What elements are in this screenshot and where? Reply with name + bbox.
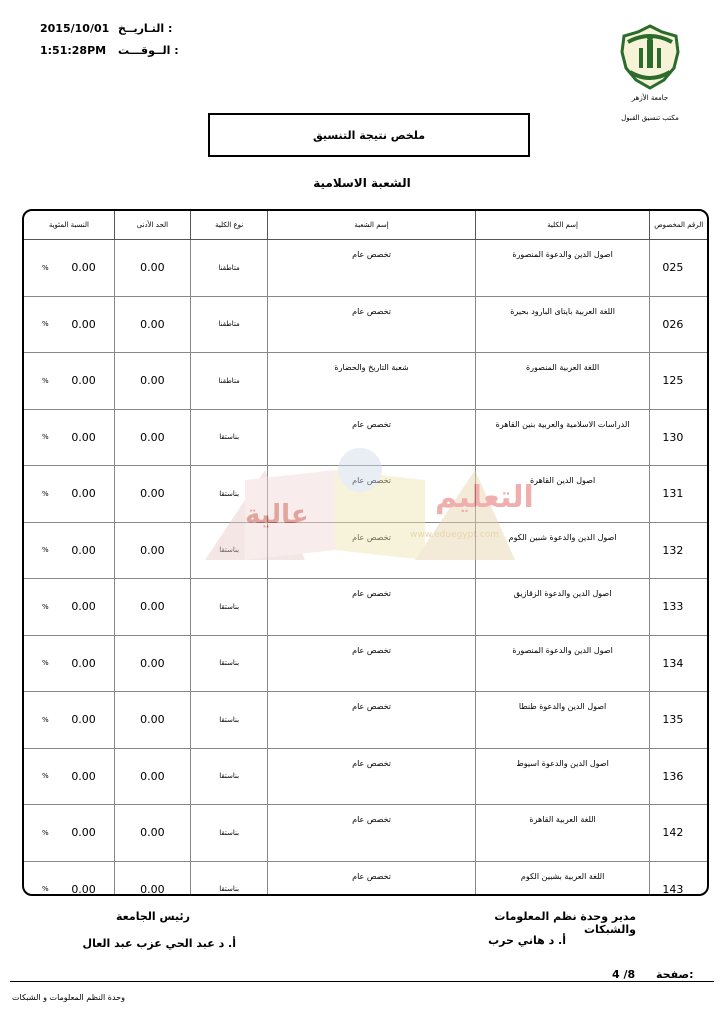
row-faculty-type: متاطقنا <box>191 240 268 297</box>
row-percentage-value: 0.00 <box>71 374 96 388</box>
row-code: 134 <box>650 635 707 692</box>
percent-sign: % <box>42 659 49 668</box>
percent-sign: % <box>42 885 49 894</box>
date-value: 2015/10/01 <box>40 22 110 35</box>
row-faculty-type: بناستقا <box>191 748 268 805</box>
percent-sign: % <box>42 263 49 272</box>
row-specialization: تخصص عام <box>268 692 476 749</box>
row-code: 142 <box>650 805 707 862</box>
table-row <box>24 635 707 692</box>
row-code: 143 <box>650 861 707 896</box>
watermark-sub: www.eduegypt.com <box>410 530 499 540</box>
row-percentage <box>24 635 114 692</box>
col-type-header: نوع الكلية <box>191 211 268 240</box>
row-specialization: تخصص عام <box>268 635 476 692</box>
percent-sign: % <box>42 433 49 442</box>
row-percentage-value: 0.00 <box>71 882 96 896</box>
row-faculty-type: بناستقا <box>191 409 268 466</box>
row-code: 130 <box>650 409 707 466</box>
row-faculty: اصول الدين والدعوة الزقازيق <box>475 579 650 636</box>
row-minimum: 0.00 <box>114 296 190 353</box>
row-percentage <box>24 692 114 749</box>
footer-divider <box>10 981 714 982</box>
time-value: 1:51:28PM <box>40 44 107 57</box>
row-faculty-type: بناستقا <box>191 522 268 579</box>
percent-sign: % <box>42 320 49 329</box>
row-code: 136 <box>650 748 707 805</box>
table-row <box>24 466 707 523</box>
row-faculty-type: بناستقا <box>191 579 268 636</box>
report-title: ملخص نتيجة التنسيق <box>312 128 426 142</box>
row-minimum: 0.00 <box>114 240 190 297</box>
row-minimum: 0.00 <box>114 409 190 466</box>
row-percentage-value: 0.00 <box>71 656 96 670</box>
watermark-text-left: عالية <box>245 500 309 530</box>
table-row <box>24 805 707 862</box>
report-title-box <box>208 113 530 157</box>
row-specialization: تخصص عام <box>268 466 476 523</box>
row-code: 026 <box>650 296 707 353</box>
row-code: 131 <box>650 466 707 523</box>
watermark-text-right: التعليم <box>435 480 534 515</box>
left-signature-title: رئيس الجامعة <box>116 910 190 923</box>
office-name: مكتب تنسيق القبول <box>621 114 679 122</box>
row-faculty-type: متاطقنا <box>191 296 268 353</box>
row-percentage <box>24 240 114 297</box>
row-percentage-value: 0.00 <box>71 317 96 331</box>
row-specialization: تخصص عام <box>268 748 476 805</box>
row-faculty-type: بناستقا <box>191 635 268 692</box>
table-row <box>24 240 707 297</box>
row-faculty-type: بناستقا <box>191 861 268 896</box>
row-faculty: اصول الدين والدعوة المنصورة <box>475 240 650 297</box>
percent-sign: % <box>42 772 49 781</box>
col-faculty-header: إسم الكلية <box>475 211 650 240</box>
row-percentage <box>24 296 114 353</box>
row-code: 125 <box>650 353 707 410</box>
row-percentage <box>24 805 114 862</box>
table-row <box>24 692 707 749</box>
azhar-logo <box>614 22 686 94</box>
row-specialization: تخصص عام <box>268 861 476 896</box>
row-percentage <box>24 522 114 579</box>
page-number: 4 /8 <box>612 968 636 981</box>
row-faculty: اللغة العربية القاهرة <box>475 805 650 862</box>
row-faculty: اصول الدين والدعوة شبين الكوم <box>475 522 650 579</box>
percent-sign: % <box>42 715 49 724</box>
right-signature-name: أ. د هاني حرب <box>488 934 566 947</box>
row-specialization: شعبة التاريخ والحضارة <box>268 353 476 410</box>
row-percentage <box>24 861 114 896</box>
row-percentage <box>24 748 114 805</box>
table-row <box>24 409 707 466</box>
row-code: 132 <box>650 522 707 579</box>
row-faculty-type: بناستقا <box>191 805 268 862</box>
row-percentage-value: 0.00 <box>71 713 96 727</box>
row-specialization: تخصص عام <box>268 522 476 579</box>
footer-unit: وحدة النظم المعلومات و الشبكات <box>12 993 125 1002</box>
row-percentage <box>24 579 114 636</box>
row-minimum: 0.00 <box>114 522 190 579</box>
col-pct-header: النسبة المئوية <box>24 211 114 240</box>
right-signature-title: مدير وحدة نظم المعلومات والشبكات <box>494 910 636 936</box>
row-faculty: اللغة العربية بشبين الكوم <box>475 861 650 896</box>
row-code: 025 <box>650 240 707 297</box>
row-percentage <box>24 353 114 410</box>
row-specialization: تخصص عام <box>268 805 476 862</box>
university-name: جامعة الأزهر <box>631 94 669 102</box>
table-row <box>24 522 707 579</box>
row-minimum: 0.00 <box>114 579 190 636</box>
percent-sign: % <box>42 602 49 611</box>
row-percentage-value: 0.00 <box>71 600 96 614</box>
row-specialization: تخصص عام <box>268 296 476 353</box>
row-percentage <box>24 409 114 466</box>
row-faculty: اللغة العربية بايتاى البارود بحيرة <box>475 296 650 353</box>
table-row <box>24 579 707 636</box>
col-spec-header: إسم الشعبة <box>268 211 476 240</box>
percent-sign: % <box>42 546 49 555</box>
row-specialization: تخصص عام <box>268 240 476 297</box>
col-min-header: الحد الأدنى <box>114 211 190 240</box>
row-percentage-value: 0.00 <box>71 826 96 840</box>
col-code-header: الرقم المخصوص <box>650 211 707 240</box>
row-minimum: 0.00 <box>114 861 190 896</box>
percent-sign: % <box>42 489 49 498</box>
left-signature-name: أ. د عبد الحي عزب عبد العال <box>82 937 236 950</box>
table-header-row <box>24 211 707 240</box>
row-percentage-value: 0.00 <box>71 769 96 783</box>
percent-sign: % <box>42 376 49 385</box>
row-faculty: اصول الدين والدعوة المنصورة <box>475 635 650 692</box>
branch-title: الشعبة الاسلامية <box>313 176 411 190</box>
row-minimum: 0.00 <box>114 466 190 523</box>
row-specialization: تخصص عام <box>268 409 476 466</box>
percent-sign: % <box>42 828 49 837</box>
table-row <box>24 353 707 410</box>
table-row <box>24 861 707 896</box>
row-minimum: 0.00 <box>114 353 190 410</box>
row-percentage <box>24 466 114 523</box>
row-minimum: 0.00 <box>114 635 190 692</box>
page-label: صفحة: <box>656 968 694 981</box>
row-faculty-type: بناستقا <box>191 466 268 523</box>
table-row <box>24 296 707 353</box>
row-percentage-value: 0.00 <box>71 487 96 501</box>
row-minimum: 0.00 <box>114 692 190 749</box>
row-percentage-value: 0.00 <box>71 261 96 275</box>
table-row <box>24 748 707 805</box>
row-specialization: تخصص عام <box>268 579 476 636</box>
row-faculty-type: متاطقنا <box>191 353 268 410</box>
row-code: 133 <box>650 579 707 636</box>
row-faculty-type: بناستقا <box>191 692 268 749</box>
row-faculty: الدراسات الاسلامية والعربية بنين القاهرة <box>475 409 650 466</box>
row-faculty: اصول الدين والدعوة طنطا <box>475 692 650 749</box>
row-minimum: 0.00 <box>114 805 190 862</box>
row-faculty: اللغة العربية المنصورة <box>475 353 650 410</box>
row-faculty: اصول الدين القاهرة <box>475 466 650 523</box>
row-code: 135 <box>650 692 707 749</box>
row-faculty: اصول الدين والدعوة اسيوط <box>475 748 650 805</box>
row-percentage-value: 0.00 <box>71 543 96 557</box>
row-percentage-value: 0.00 <box>71 430 96 444</box>
time-label: الــوقـــت : <box>118 44 179 57</box>
row-minimum: 0.00 <box>114 748 190 805</box>
date-label: التـاريــخ : <box>118 22 173 35</box>
results-table <box>22 209 709 896</box>
